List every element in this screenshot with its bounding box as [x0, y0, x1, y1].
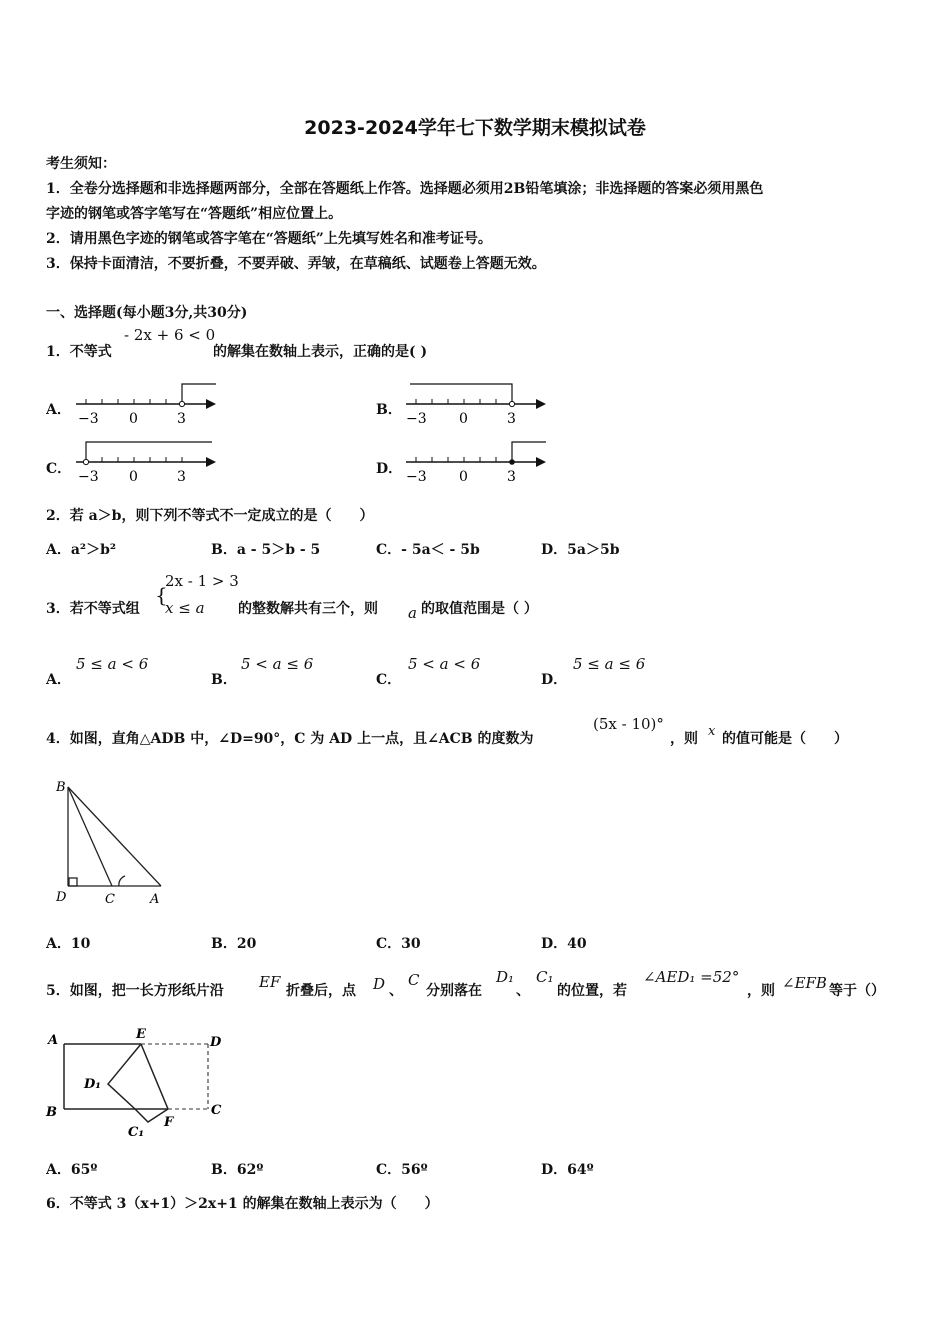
q2-option-a: A．a²＞b²	[46, 542, 116, 558]
q4-mid: ，则	[670, 731, 698, 747]
q3-brace: {	[155, 583, 168, 607]
tick-label: −3	[406, 469, 427, 485]
figure-label: A	[150, 892, 160, 907]
q5-text-8: 等于（）	[829, 983, 885, 999]
q5-var-ef: EF	[259, 973, 281, 991]
q1-suffix: 的解集在数轴上表示，正确的是( )	[213, 344, 428, 360]
q1-expression: - 2x + 6 < 0	[124, 326, 216, 344]
q5-text-4: 分别落在	[426, 983, 482, 999]
tick-label: 3	[507, 411, 516, 427]
q6-stem: 6．不等式 3（x+1）＞2x+1 的解集在数轴上表示为（ ）	[46, 1196, 439, 1212]
q1-number-line-d	[400, 436, 550, 488]
figure-label: C₁	[128, 1125, 145, 1140]
tick-label: −3	[78, 411, 99, 427]
figure-label: C	[105, 892, 115, 907]
q3-system-line-1: 2x - 1 > 3	[165, 572, 239, 590]
tick-label: 3	[177, 411, 186, 427]
figure-label: B	[46, 1105, 57, 1120]
q3-suffix: 的取值范围是（ ）	[421, 601, 538, 617]
q5-var-c: C	[408, 971, 420, 989]
q2-option-d: D．5a＞5b	[541, 542, 620, 558]
q3-option-b-label: B．	[211, 672, 237, 688]
tick-label: −3	[406, 411, 427, 427]
q5-angle-efb: ∠EFB	[782, 974, 827, 992]
q5-var-d1: D₁	[496, 968, 515, 986]
q4-option-b: B．20	[211, 936, 257, 952]
figure-label: E	[136, 1027, 146, 1042]
q4-option-c: C．30	[376, 936, 421, 952]
page-title: 2023-2024学年七下数学期末模拟试卷	[304, 117, 646, 139]
q5-text-2: 折叠后，点	[286, 983, 356, 999]
q4-triangle-figure	[50, 773, 175, 908]
q3-mid: 的整数解共有三个，则	[238, 601, 378, 617]
q5-text-6: 的位置，若	[557, 983, 627, 999]
q2-stem: 2．若 a＞b，则下列不等式不一定成立的是（ ）	[46, 508, 374, 524]
notice-line-2: 2．请用黑色字迹的钢笔或答字笔在“答题纸”上先填写姓名和准考证号。	[46, 231, 492, 247]
section-heading: 一、选择题(每小题3分,共30分)	[46, 305, 248, 321]
q5-folded-rectangle-figure	[40, 1024, 240, 1142]
q1-number-line-a	[70, 380, 220, 430]
q2-option-b: B．a - 5＞b - 5	[211, 542, 321, 558]
q5-angle-aed1: ∠AED₁ =52°	[643, 968, 740, 986]
q1-option-c-label: C．	[46, 461, 72, 477]
figure-label: D	[56, 890, 67, 905]
q5-var-d: D	[373, 975, 386, 993]
q3-system-line-2: x ≤ a	[165, 599, 205, 617]
q3-option-a-label: A．	[46, 672, 71, 688]
q4-expression: (5x - 10)°	[593, 715, 664, 733]
q1-prefix: 1．不等式	[46, 344, 112, 360]
figure-label: B	[56, 780, 66, 795]
q3-option-d-label: D．	[541, 672, 568, 688]
q1-option-d-label: D．	[376, 461, 403, 477]
q4-option-a: A．10	[46, 936, 91, 952]
notice-line-3: 3．保持卡面清洁，不要折叠，不要弄破、弄皱，在草稿纸、试题卷上答题无效。	[46, 256, 546, 272]
tick-label: 0	[459, 469, 468, 485]
q3-option-b-expr: 5 < a ≤ 6	[241, 655, 314, 673]
q4-variable: x	[708, 724, 716, 739]
figure-label: F	[164, 1115, 174, 1130]
tick-label: −3	[78, 469, 99, 485]
q3-option-a-expr: 5 ≤ a < 6	[76, 655, 149, 673]
q3-option-c-label: C．	[376, 672, 402, 688]
q1-number-line-b	[400, 376, 550, 430]
q5-option-a: A．65º	[46, 1162, 98, 1178]
q5-var-c1: C₁	[536, 968, 554, 986]
q3-option-d-expr: 5 ≤ a ≤ 6	[573, 655, 646, 673]
tick-label: 0	[129, 411, 138, 427]
tick-label: 0	[129, 469, 138, 485]
tick-label: 3	[177, 469, 186, 485]
q1-option-b-label: B．	[376, 402, 402, 418]
q4-suffix: 的值可能是（ ）	[722, 731, 848, 747]
figure-label: D	[210, 1035, 222, 1050]
q3-option-c-expr: 5 < a < 6	[408, 655, 481, 673]
q2-option-c: C．- 5a＜ - 5b	[376, 542, 480, 558]
tick-label: 3	[507, 469, 516, 485]
q5-text-7: ，则	[747, 983, 775, 999]
q3-variable: a	[408, 604, 417, 622]
q5-option-d: D．64º	[541, 1162, 594, 1178]
notice-line-1a: 1．全卷分选择题和非选择题两部分，全部在答题纸上作答。选择题必须用2B铅笔填涂；非选择题的答案必须用黑色	[46, 181, 764, 197]
q1-number-line-c	[70, 436, 220, 488]
q1-option-a-label: A．	[46, 402, 71, 418]
q5-option-b: B．62º	[211, 1162, 264, 1178]
q5-option-c: C．56º	[376, 1162, 428, 1178]
figure-label: D₁	[84, 1077, 101, 1092]
q4-option-d: D．40	[541, 936, 587, 952]
q4-prefix: 4．如图，直角△ADB 中，∠D=90°，C 为 AD 上一点，且∠ACB 的度数为	[46, 731, 534, 747]
notice-line-1b: 字迹的钢笔或答字笔写在“答题纸”相应位置上。	[46, 206, 343, 222]
q5-text-3: 、	[389, 983, 403, 999]
q5-text-1: 5．如图，把一长方形纸片沿	[46, 983, 224, 999]
tick-label: 0	[459, 411, 468, 427]
q3-prefix: 3．若不等式组	[46, 601, 140, 617]
q5-text-5: 、	[516, 983, 530, 999]
figure-label: C	[211, 1103, 222, 1118]
notice-heading: 考生须知：	[46, 156, 116, 172]
figure-label: A	[48, 1033, 59, 1048]
